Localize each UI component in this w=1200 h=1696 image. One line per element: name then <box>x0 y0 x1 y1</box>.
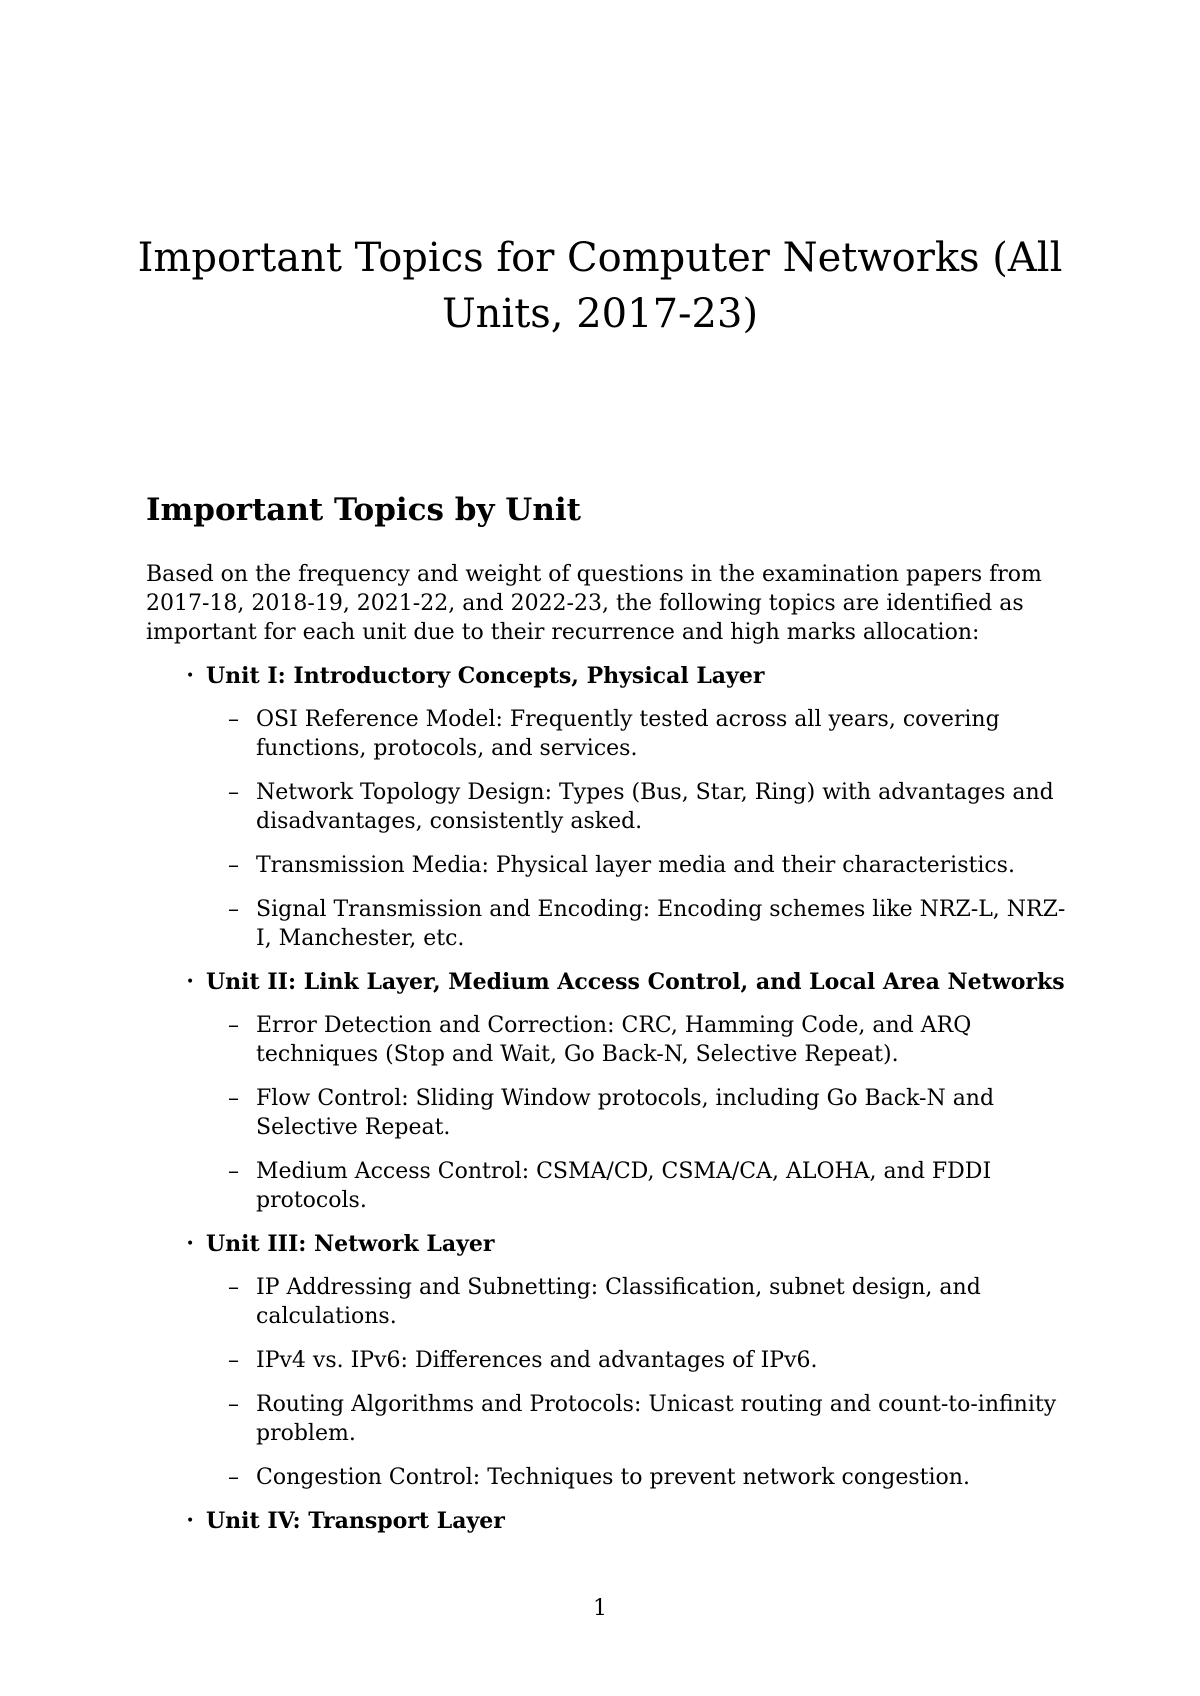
topic-item <box>206 1390 1076 1448</box>
topic-item <box>206 1011 1076 1069</box>
topic-text: Error Detection and Correction: CRC, Hamming Code, and ARQ techniques (Stop and Wait, Go Back-N, Selective Repeat). <box>256 1013 972 1067</box>
topic-text: Routing Algorithms and Protocols: Unicast routing and count-to-infinity problem. <box>256 1392 1057 1446</box>
dash-icon: – <box>228 780 239 805</box>
unit-title: Unit III: Network Layer <box>206 1231 495 1257</box>
page-number: 1 <box>593 1596 607 1621</box>
dash-icon: – <box>228 1086 239 1111</box>
document-title-line-2: Units, 2017-23) <box>441 291 759 337</box>
unit-item-1 <box>146 662 1076 953</box>
topic-text: IP Addressing and Subnetting: Classification, subnet design, and calculations. <box>256 1275 981 1329</box>
bullet-icon: • <box>186 974 195 990</box>
dash-icon: – <box>228 897 239 922</box>
topic-text: IPv4 vs. IPv6: Differences and advantages of IPv6. <box>256 1348 818 1373</box>
document-title-line-1: Important Topics for Computer Networks (All <box>137 235 1063 281</box>
topic-item <box>206 705 1076 763</box>
topic-list <box>206 705 1076 953</box>
dash-icon: – <box>228 853 239 878</box>
unit-item-3 <box>146 1230 1076 1492</box>
topic-item <box>206 1273 1076 1331</box>
intro-paragraph: Based on the frequency and weight of questions in the examination papers from 2017-18, 2018-19, 2021-22, and 2022-23, the following topics are identified as important for each unit due to their recurrence and high marks allocation: <box>146 562 1042 645</box>
topic-item <box>206 778 1076 836</box>
topic-text: Network Topology Design: Types (Bus, Star, Ring) with advantages and disadvantages, consistently asked. <box>256 780 1054 834</box>
dash-icon: – <box>228 1159 239 1184</box>
dash-icon: – <box>228 707 239 732</box>
topic-item <box>206 895 1076 953</box>
bullet-icon: • <box>186 1513 195 1529</box>
dash-icon: – <box>228 1013 239 1038</box>
unit-title: Unit IV: Transport Layer <box>206 1508 505 1534</box>
topic-list <box>206 1011 1076 1215</box>
dash-icon: – <box>228 1465 239 1490</box>
document-title <box>130 230 1070 342</box>
dash-icon: – <box>228 1392 239 1417</box>
topic-item <box>206 851 1076 880</box>
unit-item-4 <box>146 1507 1076 1536</box>
topic-item <box>206 1157 1076 1215</box>
bullet-icon: • <box>186 1236 195 1252</box>
topic-item <box>206 1463 1076 1492</box>
dash-icon: – <box>228 1348 239 1373</box>
unit-title: Unit I: Introductory Concepts, Physical Layer <box>206 663 765 689</box>
unit-title: Unit II: Link Layer, Medium Access Control, and Local Area Networks <box>206 969 1065 995</box>
topic-text: Congestion Control: Techniques to prevent network congestion. <box>256 1465 970 1490</box>
topic-text: Signal Transmission and Encoding: Encoding schemes like NRZ-L, NRZ-I, Manchester, etc. <box>256 897 1066 951</box>
topic-text: Medium Access Control: CSMA/CD, CSMA/CA, ALOHA, and FDDI protocols. <box>256 1159 992 1213</box>
dash-icon: – <box>228 1275 239 1300</box>
unit-item-2 <box>146 968 1076 1215</box>
units-list <box>146 662 1076 1550</box>
topic-text: Transmission Media: Physical layer media and their characteristics. <box>256 853 1015 878</box>
topic-text: OSI Reference Model: Frequently tested across all years, covering functions, protocols, and services. <box>256 707 1000 761</box>
topic-text: Flow Control: Sliding Window protocols, including Go Back-N and Selective Repeat. <box>256 1086 995 1140</box>
topic-item <box>206 1346 1076 1375</box>
section-heading: Important Topics by Unit <box>146 492 581 528</box>
topic-item <box>206 1084 1076 1142</box>
topic-list <box>206 1273 1076 1492</box>
bullet-icon: • <box>186 668 195 684</box>
